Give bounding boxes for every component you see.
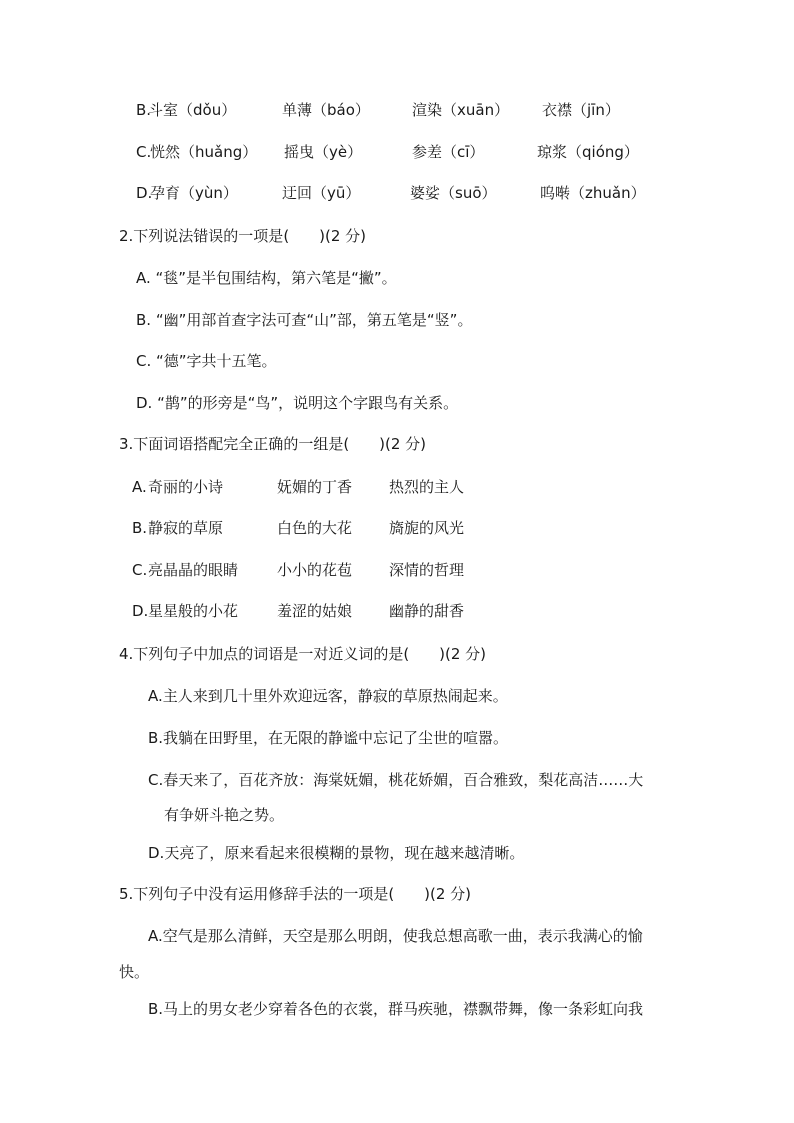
q3-option-d xyxy=(0,601,794,623)
phrase: 亮晶晶的眼睛 xyxy=(148,561,239,579)
option-label: B. xyxy=(132,519,148,537)
word-pinyin: 迂回（yū） xyxy=(282,184,361,202)
q2-stem: 2.下列说法错误的一项是( )(2 分) xyxy=(119,227,367,245)
word-pinyin: 婆娑（suō） xyxy=(410,184,497,202)
option-label: A. xyxy=(132,478,147,496)
word-pinyin: 孕育（yùn） xyxy=(150,184,238,202)
option-label: C. xyxy=(132,561,148,579)
q5-option-a-line2: 快。 xyxy=(119,963,150,981)
q1-option-c xyxy=(0,142,794,164)
q2-option-a: A. “毯”是半包围结构，第六笔是“撇”。 xyxy=(136,269,397,287)
word-pinyin: 恍然（huǎng） xyxy=(150,143,258,161)
phrase: 白色的大花 xyxy=(277,519,353,537)
q5-option-b-line1: B.马上的男女老少穿着各色的衣裳，群马疾驰，襟飘带舞，像一条彩虹向我 xyxy=(148,1000,644,1018)
q2-option-c: C. “德”字共十五笔。 xyxy=(136,352,277,370)
phrase: 幽静的甜香 xyxy=(389,602,465,620)
phrase: 妩媚的丁香 xyxy=(277,478,353,496)
q4-option-b: B.我躺在田野里，在无限的静谧中忘记了尘世的喧嚣。 xyxy=(148,729,509,747)
phrase: 热烈的主人 xyxy=(389,478,465,496)
option-label: D. xyxy=(136,184,153,202)
q4-option-a: A.主人来到几十里外欢迎远客，静寂的草原热闹起来。 xyxy=(148,687,508,705)
q4-option-c-line2: 有争妍斗艳之势。 xyxy=(164,806,285,824)
option-label: D. xyxy=(132,602,149,620)
q3-option-a xyxy=(0,477,794,499)
word-pinyin: 单薄（báo） xyxy=(282,101,370,119)
word-pinyin: 斗室（dǒu） xyxy=(148,101,237,119)
phrase: 星星般的小花 xyxy=(148,602,239,620)
phrase: 小小的花苞 xyxy=(277,561,353,579)
phrase: 旖旎的风光 xyxy=(389,519,465,537)
q2-option-b: B. “幽”用部首查字法可查“山”部，第五笔是“竖”。 xyxy=(136,311,473,329)
q1-option-d xyxy=(0,183,794,205)
phrase: 深情的哲理 xyxy=(389,561,465,579)
q4-option-c-line1: C.春天来了，百花齐放：海棠妩媚，桃花娇媚，百合雅致，梨花高洁……大 xyxy=(148,771,644,789)
phrase: 静寂的草原 xyxy=(148,519,224,537)
option-label: C. xyxy=(136,143,152,161)
word-pinyin: 参差（cī） xyxy=(412,143,485,161)
q5-option-a-line1: A.空气是那么清鲜，天空是那么明朗，使我总想高歌一曲，表示我满心的愉 xyxy=(148,927,643,945)
option-label: B. xyxy=(136,101,152,119)
word-pinyin: 呜啭（zhuǎn） xyxy=(540,184,646,202)
q3-option-c xyxy=(0,560,794,582)
word-pinyin: 琼浆（qióng） xyxy=(537,143,639,161)
q5-stem: 5.下列句子中没有运用修辞手法的一项是( )(2 分) xyxy=(119,885,472,903)
q4-stem: 4.下列句子中加点的词语是一对近义词的是( )(2 分) xyxy=(119,645,487,663)
q3-stem: 3.下面词语搭配完全正确的一组是( )(2 分) xyxy=(119,435,427,453)
q3-option-b xyxy=(0,518,794,540)
phrase: 羞涩的姑娘 xyxy=(277,602,353,620)
q1-option-b xyxy=(0,100,794,122)
phrase: 奇丽的小诗 xyxy=(148,478,224,496)
word-pinyin: 摇曳（yè） xyxy=(284,143,363,161)
word-pinyin: 渲染（xuān） xyxy=(412,101,510,119)
word-pinyin: 衣襟（jīn） xyxy=(542,101,620,119)
q4-option-d: D.天亮了，原来看起来很模糊的景物，现在越来越清晰。 xyxy=(148,844,525,862)
q2-option-d: D. “鹊”的形旁是“鸟”，说明这个字跟鸟有关系。 xyxy=(136,394,459,412)
